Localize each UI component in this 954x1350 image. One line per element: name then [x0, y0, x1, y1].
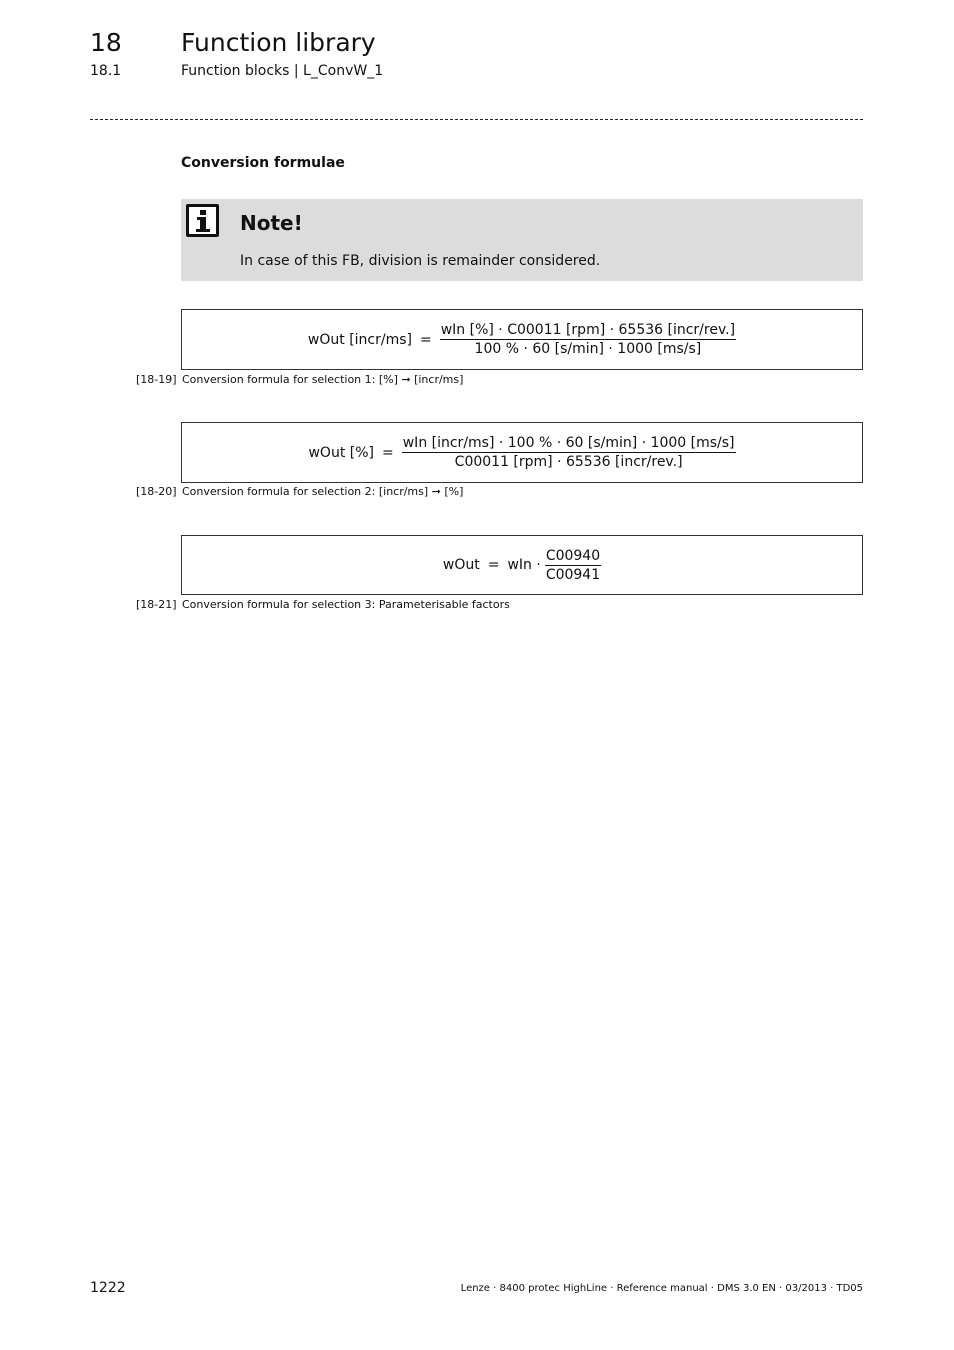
chapter-number: 18 — [90, 28, 122, 57]
formula-fraction — [545, 548, 601, 583]
caption-number: [18-19] — [136, 373, 177, 386]
formula-box-1 — [181, 309, 863, 370]
equals-sign: = — [382, 444, 394, 461]
page-number: 1222 — [90, 1280, 126, 1296]
caption-text: Conversion formula for selection 2: [incr/ms] ➞ [%] — [182, 485, 464, 498]
formula-lhs: wOut [incr/ms] — [307, 331, 412, 348]
formula-box-2 — [181, 422, 863, 483]
formula-denominator: C00941 — [545, 566, 601, 583]
formula-numerator: C00940 — [545, 547, 601, 564]
note-title: Note! — [240, 211, 303, 235]
header-divider — [90, 119, 863, 120]
equals-sign: = — [487, 557, 500, 573]
caption-number: [18-21] — [136, 598, 177, 611]
formula-factor: wIn · — [507, 557, 541, 573]
equals-sign: = — [419, 331, 432, 348]
formula-denominator: C00011 [rpm] · 65536 [incr/rev.] — [454, 454, 683, 470]
formula-box-3 — [181, 535, 863, 595]
section-number: 18.1 — [90, 63, 122, 79]
chapter-title: Function library — [181, 28, 376, 57]
subheading: Conversion formulae — [181, 155, 345, 171]
caption-text: Conversion formula for selection 3: Parameterisable factors — [182, 598, 510, 611]
footer-text: Lenze · 8400 protec HighLine · Reference manual · DMS 3.0 EN · 03/2013 · TD05 — [460, 1283, 863, 1294]
caption-text: Conversion formula for selection 1: [%] ➞ [incr/ms] — [182, 373, 464, 386]
formula-fraction — [440, 322, 736, 357]
formula-lhs: wOut [%] — [308, 444, 374, 461]
section-title: Function blocks | L_ConvW_1 — [181, 63, 384, 79]
formula-lhs: wOut — [442, 557, 480, 573]
formula-numerator: wIn [%] · C00011 [rpm] · 65536 [incr/rev.] — [440, 322, 736, 338]
info-icon — [186, 204, 219, 237]
caption-number: [18-20] — [136, 485, 177, 498]
formula-denominator: 100 % · 60 [s/min] · 1000 [ms/s] — [474, 341, 702, 357]
note-box — [181, 199, 863, 281]
formula-fraction — [402, 435, 736, 470]
formula-numerator: wIn [incr/ms] · 100 % · 60 [s/min] · 1000 [ms/s] — [402, 435, 735, 451]
note-text: In case of this FB, division is remainder considered. — [240, 253, 601, 269]
